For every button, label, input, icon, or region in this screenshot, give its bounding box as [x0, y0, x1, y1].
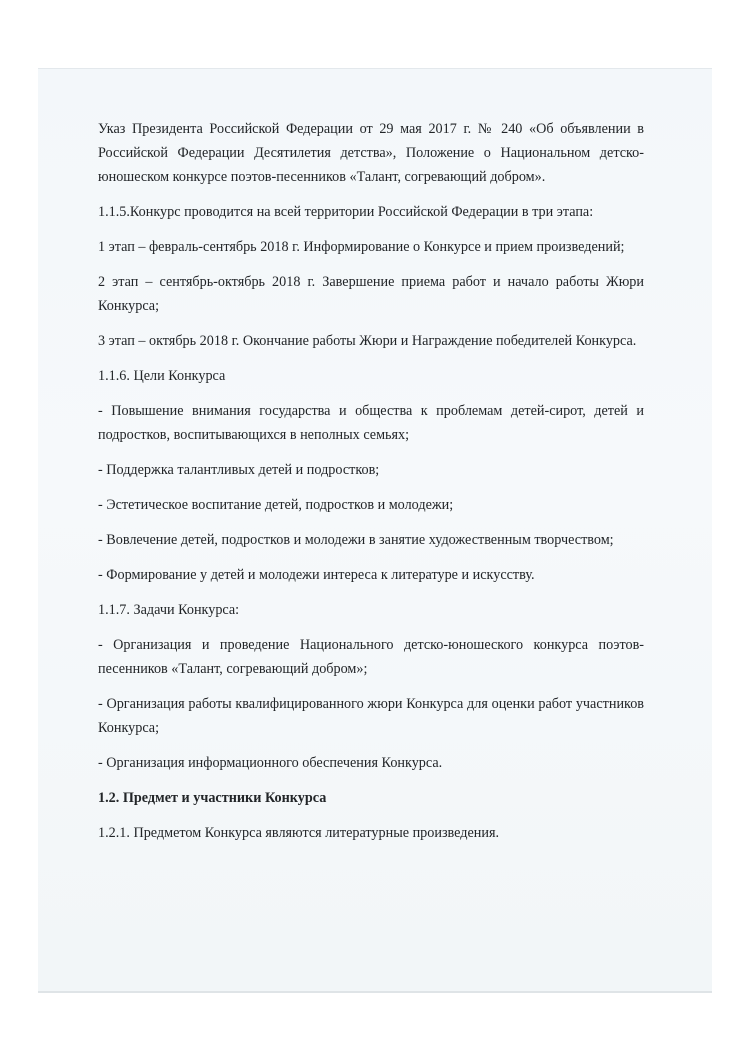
page-edge — [38, 991, 712, 993]
heading-1-1-7-tasks: 1.1.7. Задачи Конкурса: — [98, 602, 240, 618]
list-item-task: - Организация и проведение Национального детско-юношеского конкурса поэтов-песенников «Талант, согревающий добром»; — [98, 637, 644, 677]
list-item-task: - Организация информационного обеспечения Конкурса. — [98, 755, 443, 771]
paragraph-stage-1: 1 этап – февраль-сентябрь 2018 г. Информирование о Конкурсе и прием произведений; — [98, 239, 625, 255]
section-heading-1-2: 1.2. Предмет и участники Конкурса — [98, 790, 327, 806]
paragraph-stage-2: 2 этап – сентябрь-октябрь 2018 г. Завершение приема работ и начало работы Жюри Конкурса; — [98, 274, 644, 314]
document-body — [98, 117, 644, 856]
paragraph-decree-reference: Указ Президента Российской Федерации от 29 мая 2017 г. № 240 «Об объявлении в Российской Федерации Десятилетия детства», Положение о Национальном детско-юношеском конкурсе поэтов-песенников «Талант, согревающий добром». — [98, 121, 644, 185]
heading-1-1-6-goals: 1.1.6. Цели Конкурса — [98, 368, 226, 384]
list-item-goal: - Вовлечение детей, подростков и молодежи в занятие художественным творчеством; — [98, 532, 614, 548]
list-item-goal: - Повышение внимания государства и общества к проблемам детей-сирот, детей и подростков, воспитывающихся в неполных семьях; — [98, 403, 644, 443]
list-item-goal: - Эстетическое воспитание детей, подростков и молодежи; — [98, 497, 454, 513]
paragraph-1-2-1: 1.2.1. Предметом Конкурса являются литературные произведения. — [98, 825, 500, 841]
list-item-goal: - Формирование у детей и молодежи интереса к литературе и искусству. — [98, 567, 535, 583]
paragraph-1-1-5: 1.1.5.Конкурс проводится на всей территории Российской Федерации в три этапа: — [98, 204, 594, 220]
list-item-task: - Организация работы квалифицированного жюри Конкурса для оценки работ участников Конкурса; — [98, 696, 644, 736]
list-item-goal: - Поддержка талантливых детей и подростков; — [98, 462, 380, 478]
paragraph-stage-3: 3 этап – октябрь 2018 г. Окончание работы Жюри и Награждение победителей Конкурса. — [98, 333, 637, 349]
